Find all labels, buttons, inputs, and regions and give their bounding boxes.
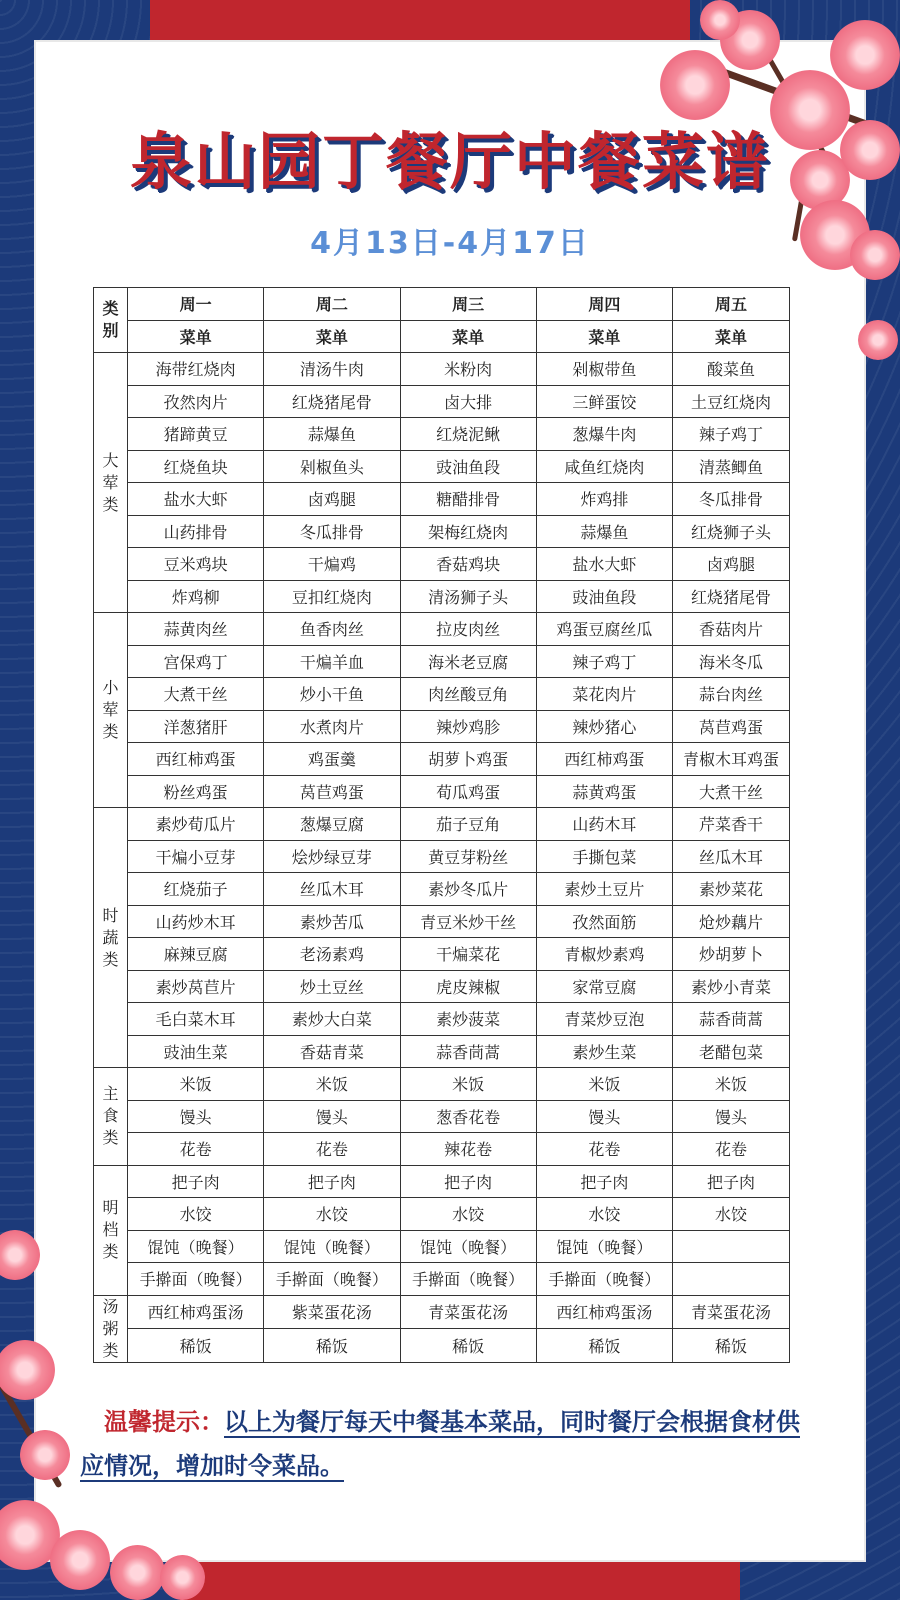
dish-cell: 麻辣豆腐 <box>128 938 264 971</box>
dish-cell: 辣花卷 <box>400 1133 536 1166</box>
dish-cell: 鸡蛋豆腐丝瓜 <box>536 613 672 646</box>
table-row <box>94 645 790 678</box>
dish-cell: 鸡蛋羹 <box>264 743 400 776</box>
table-row <box>94 483 790 516</box>
dish-cell: 手撕包菜 <box>536 840 672 873</box>
dish-cell: 馄饨（晚餐） <box>128 1230 264 1263</box>
dish-cell: 冬瓜排骨 <box>673 483 790 516</box>
dish-cell: 豉油生菜 <box>128 1035 264 1068</box>
dish-cell: 米饭 <box>673 1068 790 1101</box>
dish-cell: 素炒苦瓜 <box>264 905 400 938</box>
table-row <box>94 808 790 841</box>
dish-cell: 手擀面（晚餐） <box>264 1263 400 1296</box>
dish-cell: 辣子鸡丁 <box>673 418 790 451</box>
dish-cell: 辣炒猪心 <box>536 710 672 743</box>
tip-note <box>80 1400 800 1488</box>
dish-cell: 山药排骨 <box>128 515 264 548</box>
dish-cell: 剁椒鱼头 <box>264 450 400 483</box>
dish-cell: 紫菜蛋花汤 <box>264 1295 400 1329</box>
dish-cell: 大煮干丝 <box>673 775 790 808</box>
dish-cell: 架梅红烧肉 <box>400 515 536 548</box>
dish-cell: 荀瓜鸡蛋 <box>400 775 536 808</box>
dish-cell: 辣子鸡丁 <box>536 645 672 678</box>
dish-cell: 素炒生菜 <box>536 1035 672 1068</box>
dish-cell: 米饭 <box>536 1068 672 1101</box>
dish-cell: 卤鸡腿 <box>673 548 790 581</box>
dish-cell: 水饺 <box>536 1198 672 1231</box>
dish-cell: 菜花肉片 <box>536 678 672 711</box>
dish-cell: 西红柿鸡蛋 <box>128 743 264 776</box>
dish-cell: 蒜爆鱼 <box>264 418 400 451</box>
dish-cell: 豆米鸡块 <box>128 548 264 581</box>
dish-cell: 西红柿鸡蛋汤 <box>536 1295 672 1329</box>
dish-cell: 水煮肉片 <box>264 710 400 743</box>
menu-label-row <box>94 320 790 353</box>
dish-cell: 炒小干鱼 <box>264 678 400 711</box>
dish-cell: 香菇鸡块 <box>400 548 536 581</box>
dish-cell: 咸鱼红烧肉 <box>536 450 672 483</box>
dish-cell: 馒头 <box>128 1100 264 1133</box>
dish-cell: 粉丝鸡蛋 <box>128 775 264 808</box>
dish-cell: 稀饭 <box>400 1329 536 1363</box>
dish-cell: 葱爆牛肉 <box>536 418 672 451</box>
day-header: 周一 <box>128 288 264 321</box>
dish-cell: 手擀面（晚餐） <box>536 1263 672 1296</box>
dish-cell: 盐水大虾 <box>536 548 672 581</box>
dish-cell: 豉油鱼段 <box>536 580 672 613</box>
menu-table <box>93 287 790 1363</box>
dish-cell: 山药木耳 <box>536 808 672 841</box>
category-cell: 小 荤 类 <box>94 613 128 808</box>
day-header: 周四 <box>536 288 672 321</box>
dish-cell: 蒜黄肉丝 <box>128 613 264 646</box>
dish-cell: 稀饭 <box>673 1329 790 1363</box>
dish-cell: 蒜香茼蒿 <box>400 1035 536 1068</box>
dish-cell: 米饭 <box>400 1068 536 1101</box>
menu-label: 菜单 <box>673 320 790 353</box>
dish-cell: 稀饭 <box>264 1329 400 1363</box>
table-row <box>94 938 790 971</box>
dish-cell: 馄饨（晚餐） <box>400 1230 536 1263</box>
dish-cell: 黄豆芽粉丝 <box>400 840 536 873</box>
date-range: 4月13日-4月17日 <box>310 226 590 261</box>
dish-cell: 蒜黄鸡蛋 <box>536 775 672 808</box>
dish-cell: 把子肉 <box>536 1165 672 1198</box>
dish-cell: 青菜蛋花汤 <box>400 1295 536 1329</box>
dish-cell: 干煸鸡 <box>264 548 400 581</box>
dish-cell: 胡萝卜鸡蛋 <box>400 743 536 776</box>
dish-cell: 豉油鱼段 <box>400 450 536 483</box>
dish-cell: 豆扣红烧肉 <box>264 580 400 613</box>
dish-cell: 素炒莴苣片 <box>128 970 264 1003</box>
table-row <box>94 710 790 743</box>
dish-cell: 肉丝酸豆角 <box>400 678 536 711</box>
dish-cell: 猪蹄黄豆 <box>128 418 264 451</box>
dish-cell: 孜然肉片 <box>128 385 264 418</box>
dish-cell: 把子肉 <box>673 1165 790 1198</box>
dish-cell: 葱爆豆腐 <box>264 808 400 841</box>
dish-cell: 拉皮肉丝 <box>400 613 536 646</box>
dish-cell: 葱香花卷 <box>400 1100 536 1133</box>
dish-cell: 米粉肉 <box>400 353 536 386</box>
table-row <box>94 840 790 873</box>
dish-cell: 把子肉 <box>264 1165 400 1198</box>
table-row <box>94 905 790 938</box>
day-header: 周二 <box>264 288 400 321</box>
dish-cell: 丝瓜木耳 <box>264 873 400 906</box>
menu-body <box>94 353 790 1363</box>
table-row <box>94 1035 790 1068</box>
dish-cell: 孜然面筋 <box>536 905 672 938</box>
dish-cell: 炝炒藕片 <box>673 905 790 938</box>
dish-cell: 丝瓜木耳 <box>673 840 790 873</box>
dish-cell: 手擀面（晚餐） <box>400 1263 536 1296</box>
dish-cell: 冬瓜排骨 <box>264 515 400 548</box>
table-row <box>94 613 790 646</box>
dish-cell: 清汤牛肉 <box>264 353 400 386</box>
dish-cell: 素炒冬瓜片 <box>400 873 536 906</box>
dish-cell: 洋葱猪肝 <box>128 710 264 743</box>
table-row <box>94 1133 790 1166</box>
table-row <box>94 775 790 808</box>
dish-cell: 香菇青菜 <box>264 1035 400 1068</box>
dish-cell: 手擀面（晚餐） <box>128 1263 264 1296</box>
dish-cell: 馒头 <box>264 1100 400 1133</box>
dish-cell: 老醋包菜 <box>673 1035 790 1068</box>
table-row <box>94 1198 790 1231</box>
dish-cell <box>673 1263 790 1296</box>
dish-cell: 馄饨（晚餐） <box>264 1230 400 1263</box>
menu-label: 菜单 <box>128 320 264 353</box>
category-cell: 汤 粥 类 <box>94 1295 128 1362</box>
table-row <box>94 515 790 548</box>
category-cell: 大 荤 类 <box>94 353 128 613</box>
dish-cell: 米饭 <box>128 1068 264 1101</box>
table-row <box>94 678 790 711</box>
dish-cell: 莴苣鸡蛋 <box>264 775 400 808</box>
dish-cell: 把子肉 <box>128 1165 264 1198</box>
dish-cell: 辣炒鸡胗 <box>400 710 536 743</box>
dish-cell: 家常豆腐 <box>536 970 672 1003</box>
dish-cell: 清蒸鲫鱼 <box>673 450 790 483</box>
dish-cell: 干煸菜花 <box>400 938 536 971</box>
dish-cell: 干煸小豆芽 <box>128 840 264 873</box>
table-row <box>94 580 790 613</box>
dish-cell: 红烧猪尾骨 <box>673 580 790 613</box>
dish-cell: 米饭 <box>264 1068 400 1101</box>
dish-cell: 卤大排 <box>400 385 536 418</box>
dish-cell: 山药炒木耳 <box>128 905 264 938</box>
dish-cell: 水饺 <box>128 1198 264 1231</box>
dish-cell: 茄子豆角 <box>400 808 536 841</box>
table-row <box>94 385 790 418</box>
table-row <box>94 1165 790 1198</box>
dish-cell: 稀饭 <box>536 1329 672 1363</box>
tip-label: 温馨提示： <box>104 1407 224 1436</box>
dish-cell: 蒜台肉丝 <box>673 678 790 711</box>
table-row <box>94 1329 790 1363</box>
dish-cell: 西红柿鸡蛋汤 <box>128 1295 264 1329</box>
dish-cell: 盐水大虾 <box>128 483 264 516</box>
table-row <box>94 548 790 581</box>
dish-cell: 素炒土豆片 <box>536 873 672 906</box>
dish-cell: 素炒菜花 <box>673 873 790 906</box>
menu-label: 菜单 <box>536 320 672 353</box>
day-header: 周五 <box>673 288 790 321</box>
dish-cell: 馒头 <box>673 1100 790 1133</box>
dish-cell: 花卷 <box>673 1133 790 1166</box>
category-cell: 明 档 类 <box>94 1165 128 1295</box>
dish-cell: 宫保鸡丁 <box>128 645 264 678</box>
table-row <box>94 743 790 776</box>
dish-cell: 大煮干丝 <box>128 678 264 711</box>
dish-cell: 香菇肉片 <box>673 613 790 646</box>
dish-cell: 海米老豆腐 <box>400 645 536 678</box>
dish-cell: 炸鸡排 <box>536 483 672 516</box>
dish-cell: 红烧猪尾骨 <box>264 385 400 418</box>
dish-cell: 把子肉 <box>400 1165 536 1198</box>
table-row <box>94 353 790 386</box>
dish-cell: 剁椒带鱼 <box>536 353 672 386</box>
dish-cell: 素炒荀瓜片 <box>128 808 264 841</box>
dish-cell <box>673 1230 790 1263</box>
day-header: 周三 <box>400 288 536 321</box>
category-header: 类 别 <box>94 288 128 353</box>
dish-cell: 清汤狮子头 <box>400 580 536 613</box>
dish-cell: 莴苣鸡蛋 <box>673 710 790 743</box>
table-row <box>94 1295 790 1329</box>
table-row <box>94 450 790 483</box>
dish-cell: 红烧狮子头 <box>673 515 790 548</box>
dish-cell: 虎皮辣椒 <box>400 970 536 1003</box>
dish-cell: 炒胡萝卜 <box>673 938 790 971</box>
dish-cell: 水饺 <box>673 1198 790 1231</box>
menu-label: 菜单 <box>400 320 536 353</box>
tip-text: 以上为餐厅每天中餐基本菜品，同时餐厅会根据食材供应情况，增加时令菜品。 <box>80 1407 800 1480</box>
dish-cell: 青菜蛋花汤 <box>673 1295 790 1329</box>
dish-cell: 毛白菜木耳 <box>128 1003 264 1036</box>
table-row <box>94 970 790 1003</box>
dish-cell: 卤鸡腿 <box>264 483 400 516</box>
table-row <box>94 1230 790 1263</box>
dish-cell: 青椒炒素鸡 <box>536 938 672 971</box>
table-row <box>94 1100 790 1133</box>
day-header-row <box>94 288 790 321</box>
dish-cell: 蒜爆鱼 <box>536 515 672 548</box>
dish-cell: 花卷 <box>128 1133 264 1166</box>
table-row <box>94 873 790 906</box>
dish-cell: 酸菜鱼 <box>673 353 790 386</box>
dish-cell: 青菜炒豆泡 <box>536 1003 672 1036</box>
dish-cell: 水饺 <box>264 1198 400 1231</box>
dish-cell: 西红柿鸡蛋 <box>536 743 672 776</box>
dish-cell: 炸鸡柳 <box>128 580 264 613</box>
dish-cell: 红烧鱼块 <box>128 450 264 483</box>
dish-cell: 红烧泥鳅 <box>400 418 536 451</box>
dish-cell: 素炒小青菜 <box>673 970 790 1003</box>
menu-label: 菜单 <box>264 320 400 353</box>
dish-cell: 海米冬瓜 <box>673 645 790 678</box>
dish-cell: 蒜香茼蒿 <box>673 1003 790 1036</box>
dish-cell: 馒头 <box>536 1100 672 1133</box>
dish-cell: 水饺 <box>400 1198 536 1231</box>
dish-cell: 馄饨（晚餐） <box>536 1230 672 1263</box>
dish-cell: 老汤素鸡 <box>264 938 400 971</box>
dish-cell: 稀饭 <box>128 1329 264 1363</box>
dish-cell: 海带红烧肉 <box>128 353 264 386</box>
dish-cell: 芹菜香干 <box>673 808 790 841</box>
table-row <box>94 1003 790 1036</box>
dish-cell: 素炒菠菜 <box>400 1003 536 1036</box>
page-title: 泉山园丁餐厅中餐菜谱 <box>129 125 770 198</box>
dish-cell: 干煸羊血 <box>264 645 400 678</box>
dish-cell: 糖醋排骨 <box>400 483 536 516</box>
dish-cell: 花卷 <box>264 1133 400 1166</box>
category-cell: 主 食 类 <box>94 1068 128 1166</box>
table-row <box>94 418 790 451</box>
dish-cell: 炒土豆丝 <box>264 970 400 1003</box>
table-row <box>94 1068 790 1101</box>
dish-cell: 烩炒绿豆芽 <box>264 840 400 873</box>
table-row <box>94 1263 790 1296</box>
dish-cell: 三鲜蛋饺 <box>536 385 672 418</box>
category-cell: 时 蔬 类 <box>94 808 128 1068</box>
dish-cell: 土豆红烧肉 <box>673 385 790 418</box>
dish-cell: 花卷 <box>536 1133 672 1166</box>
dish-cell: 红烧茄子 <box>128 873 264 906</box>
dish-cell: 鱼香肉丝 <box>264 613 400 646</box>
dish-cell: 素炒大白菜 <box>264 1003 400 1036</box>
dish-cell: 青豆米炒干丝 <box>400 905 536 938</box>
dish-cell: 青椒木耳鸡蛋 <box>673 743 790 776</box>
